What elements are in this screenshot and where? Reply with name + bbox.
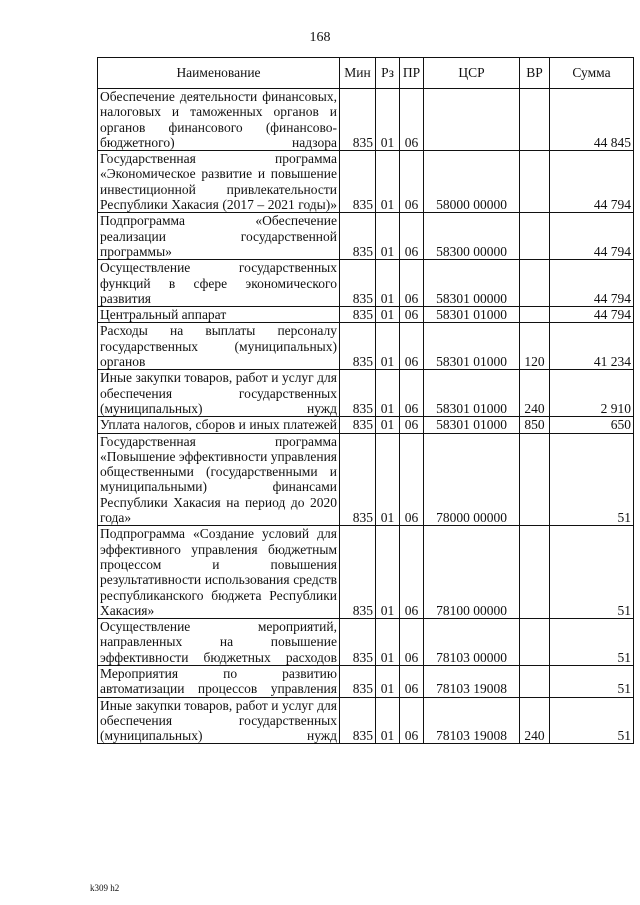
row-min: 835	[340, 417, 376, 433]
row-vr	[520, 89, 550, 151]
row-csr: 78103 19008	[424, 697, 520, 744]
row-pr: 06	[400, 260, 424, 307]
row-min: 835	[340, 89, 376, 151]
table-header-row	[98, 58, 634, 89]
row-csr: 78100 00000	[424, 526, 520, 619]
row-pr: 06	[400, 665, 424, 697]
row-min: 835	[340, 260, 376, 307]
row-name: Подпрограмма «Создание условий для эффективного управления бюджетным процессом и повышения результативности использования средств республиканского бюджета Республики Хакасия»	[98, 526, 340, 619]
table-row	[98, 151, 634, 213]
row-vr	[520, 307, 550, 323]
table-row	[98, 433, 634, 526]
page-number: 168	[309, 30, 331, 45]
row-min: 835	[340, 665, 376, 697]
row-name: Государственная программа «Экономическое развитие и повышение инвестиционной привлекательности Республики Хакасия (2017 – 2021 годы)»	[98, 151, 340, 213]
row-csr: 58000 00000	[424, 151, 520, 213]
row-sum: 51	[550, 526, 634, 619]
row-rz: 01	[376, 697, 400, 744]
row-rz: 01	[376, 370, 400, 417]
row-rz: 01	[376, 619, 400, 666]
row-csr	[424, 89, 520, 151]
row-vr	[520, 526, 550, 619]
row-sum: 51	[550, 697, 634, 744]
row-vr	[520, 260, 550, 307]
row-rz: 01	[376, 213, 400, 260]
row-min: 835	[340, 323, 376, 370]
row-rz: 01	[376, 89, 400, 151]
row-name: Центральный аппарат	[98, 307, 340, 323]
table-row	[98, 526, 634, 619]
row-name: Осуществление государственных функций в сфере экономического развития	[98, 260, 340, 307]
row-pr: 06	[400, 89, 424, 151]
row-vr: 120	[520, 323, 550, 370]
row-min: 835	[340, 151, 376, 213]
row-name: Осуществление мероприятий, направленных на повышение эффективности бюджетных расходов	[98, 619, 340, 666]
row-sum: 44 794	[550, 151, 634, 213]
row-name: Обеспечение деятельности финансовых, налоговых и таможенных органов и органов финансового (финансово-бюджетного) надзора	[98, 89, 340, 151]
row-csr: 58301 01000	[424, 323, 520, 370]
row-csr: 58300 00000	[424, 213, 520, 260]
table-row	[98, 619, 634, 666]
row-rz: 01	[376, 665, 400, 697]
row-min: 835	[340, 619, 376, 666]
table-row	[98, 307, 634, 323]
table-row	[98, 370, 634, 417]
row-rz: 01	[376, 323, 400, 370]
row-rz: 01	[376, 433, 400, 526]
header-min: Мин	[340, 58, 376, 89]
row-rz: 01	[376, 526, 400, 619]
row-csr: 78103 19008	[424, 665, 520, 697]
row-sum: 41 234	[550, 323, 634, 370]
row-name: Иные закупки товаров, работ и услуг для обеспечения государственных (муниципальных) нужд	[98, 370, 340, 417]
row-name: Мероприятия по развитию автоматизации процессов управления	[98, 665, 340, 697]
row-sum: 44 794	[550, 213, 634, 260]
row-name: Государственная программа «Повышение эффективности управления общественными (государственными и муниципальными) финансами Республики Хакасия на период до 2020 года»	[98, 433, 340, 526]
row-pr: 06	[400, 213, 424, 260]
row-sum: 51	[550, 665, 634, 697]
header-sum: Сумма	[550, 58, 634, 89]
row-csr: 58301 01000	[424, 417, 520, 433]
header-csr: ЦСР	[424, 58, 520, 89]
row-name: Уплата налогов, сборов и иных платежей	[98, 417, 340, 433]
row-rz: 01	[376, 307, 400, 323]
row-sum: 650	[550, 417, 634, 433]
row-name: Подпрограмма «Обеспечение реализации государственной программы»	[98, 213, 340, 260]
table-row	[98, 89, 634, 151]
row-vr	[520, 665, 550, 697]
row-rz: 01	[376, 417, 400, 433]
row-vr	[520, 151, 550, 213]
row-csr: 78000 00000	[424, 433, 520, 526]
row-pr: 06	[400, 417, 424, 433]
row-name: Расходы на выплаты персоналу государственных (муниципальных) органов	[98, 323, 340, 370]
row-csr: 78103 00000	[424, 619, 520, 666]
row-vr	[520, 213, 550, 260]
row-sum: 44 794	[550, 260, 634, 307]
row-vr	[520, 619, 550, 666]
row-sum: 44 845	[550, 89, 634, 151]
row-pr: 06	[400, 697, 424, 744]
row-rz: 01	[376, 260, 400, 307]
table-row	[98, 260, 634, 307]
row-name: Иные закупки товаров, работ и услуг для обеспечения государственных (муниципальных) нужд	[98, 697, 340, 744]
row-min: 835	[340, 697, 376, 744]
header-rz: Рз	[376, 58, 400, 89]
row-min: 835	[340, 526, 376, 619]
row-vr: 850	[520, 417, 550, 433]
row-pr: 06	[400, 433, 424, 526]
table-row	[98, 665, 634, 697]
row-pr: 06	[400, 323, 424, 370]
row-vr: 240	[520, 697, 550, 744]
row-min: 835	[340, 307, 376, 323]
table-row	[98, 417, 634, 433]
row-sum: 51	[550, 619, 634, 666]
row-pr: 06	[400, 526, 424, 619]
row-csr: 58301 01000	[424, 307, 520, 323]
row-vr: 240	[520, 370, 550, 417]
budget-table	[97, 57, 634, 744]
header-pr: ПР	[400, 58, 424, 89]
row-sum: 2 910	[550, 370, 634, 417]
row-pr: 06	[400, 619, 424, 666]
table-row	[98, 697, 634, 744]
row-min: 835	[340, 213, 376, 260]
header-name: Наименование	[98, 58, 340, 89]
row-pr: 06	[400, 307, 424, 323]
table-row	[98, 323, 634, 370]
table-row	[98, 213, 634, 260]
row-vr	[520, 433, 550, 526]
row-min: 835	[340, 370, 376, 417]
row-min: 835	[340, 433, 376, 526]
row-sum: 51	[550, 433, 634, 526]
row-sum: 44 794	[550, 307, 634, 323]
row-pr: 06	[400, 151, 424, 213]
row-rz: 01	[376, 151, 400, 213]
row-csr: 58301 00000	[424, 260, 520, 307]
document-code: k309 h2	[90, 883, 120, 893]
header-vr: ВР	[520, 58, 550, 89]
row-csr: 58301 01000	[424, 370, 520, 417]
row-pr: 06	[400, 370, 424, 417]
